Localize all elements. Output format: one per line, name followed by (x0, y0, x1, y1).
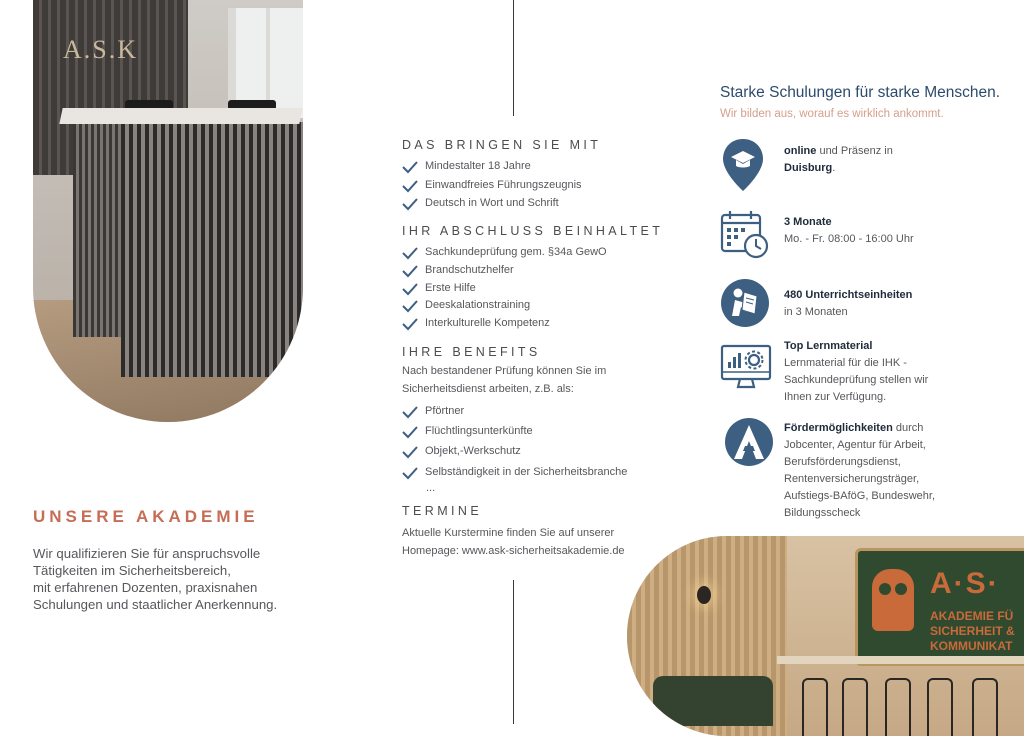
list-item (402, 246, 607, 264)
reception-photo (33, 0, 303, 422)
arbeitsagentur-logo-icon (724, 417, 774, 467)
owl-logo-icon (872, 569, 914, 631)
requirements-heading: DAS BRINGEN SIE MIT (402, 138, 602, 152)
feature-material (784, 338, 1014, 406)
photo-logo-text: A.S.K (63, 35, 139, 64)
feature-line (784, 420, 1014, 437)
list-item-label: Brandschutzhelfer (425, 263, 514, 276)
feature-line (784, 160, 1014, 177)
section-title: UNSERE AKADEMIE (33, 507, 259, 526)
list-item-label: Flüchtlingsunterkünfte (425, 425, 533, 437)
feature-bold: 480 Unterrichtseinheiten (784, 289, 913, 301)
feature-line: Sachkundeprüfung stellen wir (784, 374, 929, 386)
list-item-label: Einwandfreies Führungszeugnis (425, 178, 582, 191)
intro-text (33, 545, 323, 613)
desk-counter (59, 108, 302, 124)
list-item (402, 160, 582, 179)
feature-line: Jobcenter, Agentur für Arbeit, (784, 439, 926, 451)
list-item (402, 179, 582, 198)
list-item-label: Selbständigkeit in der Sicherheitsbranche (425, 466, 628, 478)
divider-bottom (513, 580, 514, 724)
feature-line (784, 214, 1014, 231)
right-subtitle: Wir bilden aus, worauf es wirklich ankommt. (720, 108, 944, 120)
check-icon (402, 466, 418, 480)
list-item-label: Deutsch in Wort und Schrift (425, 197, 559, 209)
benefits-heading: IHRE BENEFITS (402, 345, 541, 359)
degree-list (402, 246, 607, 335)
dates-text-line: Aktuelle Kurstermine finden Sie auf unserer (402, 527, 615, 539)
list-item (402, 466, 627, 482)
benefits-text-line: Nach bestandener Prüfung können Sie im (402, 365, 607, 377)
academy-sign (855, 548, 1024, 666)
list-item (402, 405, 627, 425)
intro-line: mit erfahrenen Dozenten, praxisnahen (33, 580, 258, 595)
bar-counter (777, 656, 1024, 664)
sign-line: AKADEMIE FÜ (930, 609, 1014, 623)
dates-heading: TERMINE (402, 504, 483, 518)
wall-lamp (697, 586, 711, 604)
feature-text: durch (892, 422, 924, 434)
check-icon (402, 246, 418, 260)
list-item-label: Erste Hilfe (425, 281, 476, 294)
feature-line: Aufstiegs-BAföG, Bundeswehr, (784, 490, 936, 502)
feature-bold: online (784, 145, 817, 157)
intro-line: Schulungen und staatlicher Anerkennung. (33, 597, 278, 612)
list-item (402, 425, 627, 445)
feature-line: Bildungsscheck (784, 507, 861, 519)
bar-stool (885, 678, 911, 736)
check-icon (402, 282, 418, 296)
bar-stool (842, 678, 868, 736)
list-item (402, 197, 582, 216)
sofa (653, 676, 773, 726)
check-icon (402, 405, 418, 419)
bar-stool (972, 678, 998, 736)
sign-line: KOMMUNIKAT (930, 639, 1013, 653)
feature-bold: Duisburg (784, 162, 833, 174)
feature-bold: 3 Monate (784, 216, 832, 228)
feature-line: Mo. - Fr. 08:00 - 16:00 Uhr (784, 233, 914, 245)
list-item-label: Objekt,-Werkschutz (425, 445, 521, 457)
feature-line (784, 338, 1014, 355)
right-title: Starke Schulungen für starke Menschen. (720, 84, 1001, 101)
feature-line: Ihnen zur Verfügung. (784, 391, 887, 403)
desk-side (73, 122, 123, 337)
feature-line (784, 287, 1014, 304)
feature-location (784, 143, 1014, 177)
list-item-label: Mindestalter 18 Jahre (425, 160, 531, 172)
check-icon (402, 197, 418, 211)
check-icon (402, 264, 418, 278)
check-icon (402, 317, 418, 331)
sign-line: SICHERHEIT & (930, 624, 1015, 638)
person-reading-icon (720, 278, 770, 328)
benefits-text-line: Sicherheitsdienst arbeiten, z.B. als: (402, 383, 574, 395)
feature-line (784, 143, 1014, 160)
feature-text: . (832, 162, 836, 174)
feature-text: und Präsenz in (816, 145, 893, 157)
sign-brand: A·S· (930, 567, 1000, 600)
check-icon (402, 160, 418, 174)
lounge-photo (627, 536, 1024, 736)
list-item-label: Sachkundeprüfung gem. §34a GewO (425, 246, 607, 258)
check-icon (402, 425, 418, 439)
requirements-list (402, 160, 582, 216)
list-item-label: Deeskalationstraining (425, 299, 531, 312)
location-pin-graduation-cap-icon (720, 137, 766, 193)
feature-bold: Top Lernmaterial (784, 340, 873, 352)
list-item (402, 445, 627, 466)
feature-bold: Fördermöglichkeiten (784, 422, 893, 434)
list-item-label: Interkulturelle Kompetenz (425, 317, 550, 330)
degree-heading: IHR ABSCHLUSS BEINHALTET (402, 224, 664, 238)
calendar-clock-icon (720, 210, 770, 260)
check-icon (402, 445, 418, 459)
bar-stool (927, 678, 953, 736)
benefits-text (402, 362, 606, 398)
check-icon (402, 299, 418, 313)
feature-line: Rentenversicherungsträger, (784, 473, 920, 485)
feature-line: Lernmaterial für die IHK - (784, 357, 907, 369)
divider-top (513, 0, 514, 116)
feature-units (784, 287, 1014, 321)
list-item (402, 264, 607, 282)
list-item (402, 299, 607, 317)
list-item (402, 317, 607, 335)
feature-funding (784, 420, 1014, 522)
reception-desk (121, 122, 303, 377)
intro-line: Wir qualifizieren Sie für anspruchsvolle (33, 546, 261, 561)
benefits-ellipsis: ... (426, 482, 436, 494)
bar-stool (802, 678, 828, 736)
feature-line: in 3 Monaten (784, 306, 848, 318)
dates-text-line: Homepage: www.ask-sicherheitsakademie.de (402, 545, 625, 557)
benefits-list (402, 405, 627, 482)
dates-text (402, 524, 625, 560)
feature-line: Berufsförderungsdienst, (784, 456, 901, 468)
check-icon (402, 179, 418, 193)
feature-duration (784, 214, 1014, 248)
list-item-label: Pförtner (425, 405, 465, 417)
monitor-gear-icon (720, 343, 772, 391)
intro-line: Tätigkeiten im Sicherheitsbereich, (33, 563, 231, 578)
list-item (402, 282, 607, 300)
